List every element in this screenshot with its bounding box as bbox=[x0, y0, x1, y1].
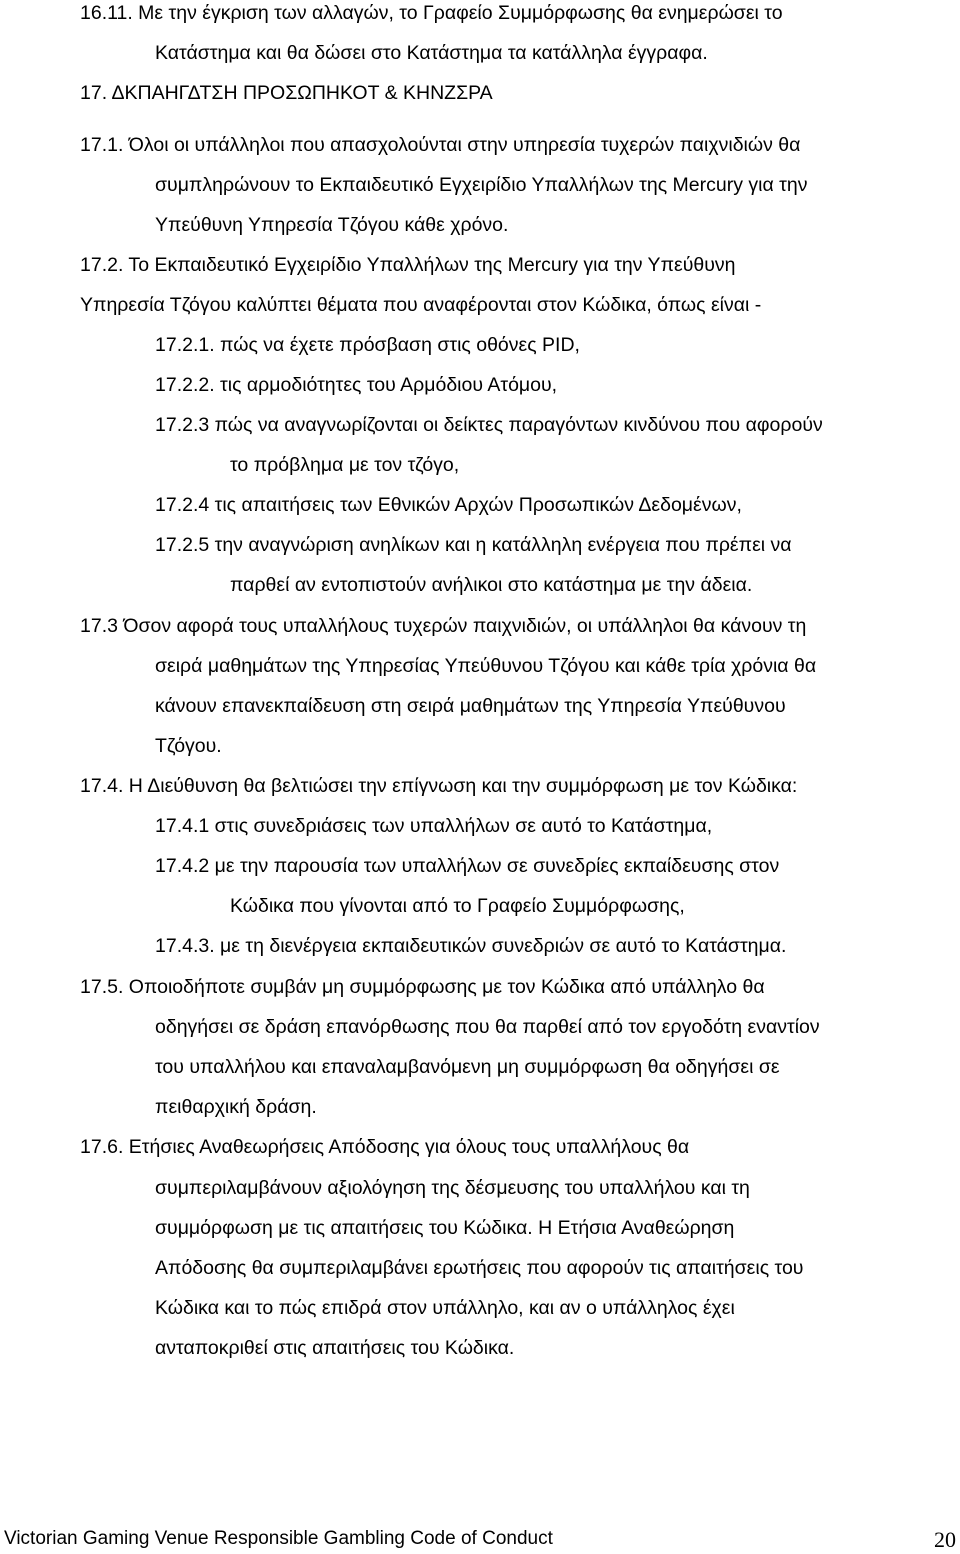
text-line-17-2-cont: Υπηρεσία Τζόγου καλύπτει θέματα που αναφέρονται στον Κώδικα, όπως είναι - bbox=[80, 294, 762, 316]
text-line-17-1: 17.1. Όλοι οι υπάλληλοι που απασχολούνται στην υπηρεσία τυχερών παιχνιδιών θα bbox=[80, 134, 801, 156]
text-line-17-6-cont3: Απόδοσης θα συμπεριλαμβάνει ερωτήσεις που αφορούν τις απαιτήσεις του bbox=[155, 1257, 804, 1279]
text-line-17-2-2: 17.2.2. τις αρμοδιότητες του Αρμόδιου Ατόμου, bbox=[155, 374, 558, 396]
text-line-17-5: 17.5. Οποιοδήποτε συμβάν μη συμμόρφωσης με τον Κώδικα από υπάλληλο θα bbox=[80, 976, 765, 998]
text-line-17-1-cont1: συμπληρώνουν το Εκπαιδευτικό Εγχειρίδιο Υπαλλήλων της Mercury για την bbox=[155, 174, 808, 196]
text-line-17-6-cont5: ανταποκριθεί στις απαιτήσεις του Κώδικα. bbox=[155, 1337, 515, 1359]
text-line-17-5-cont1: οδηγήσει σε δράση επανόρθωσης που θα παρθεί από τον εργοδότη εναντίον bbox=[155, 1016, 820, 1038]
text-line-17-3-cont2: κάνουν επανεκπαίδευση στη σειρά μαθημάτων της Υπηρεσία Υπεύθυνου bbox=[155, 695, 786, 717]
text-line-17-1-cont2: Υπεύθυνη Υπηρεσία Τζόγου κάθε χρόνο. bbox=[155, 214, 509, 236]
section-heading-17: 17. ΔΚΠΑΗΓΔΤΣΗ ΠΡΟΣΩΠΗΚΟΤ & ΚΗΝΖΣΡΑ bbox=[80, 82, 493, 104]
page-number: 20 bbox=[934, 1527, 956, 1552]
text-line-17-4-2: 17.4.2 με την παρουσία των υπαλλήλων σε συνεδρίες εκπαίδευσης στον bbox=[155, 855, 780, 877]
text-line-17-2-4: 17.2.4 τις απαιτήσεις των Εθνικών Αρχών Προσωπικών Δεδομένων, bbox=[155, 494, 742, 516]
text-line-17-2: 17.2. Το Εκπαιδευτικό Εγχειρίδιο Υπαλλήλων της Mercury για την Υπεύθυνη bbox=[80, 254, 736, 276]
text-line-17-3-cont3: Τζόγου. bbox=[155, 735, 222, 757]
text-line-17-6-cont2: συμμόρφωση με τις απαιτήσεις του Κώδικα. Η Ετήσια Αναθεώρηση bbox=[155, 1217, 735, 1239]
text-line-17-2-3-cont: το πρόβλημα με τον τζόγο, bbox=[230, 454, 460, 476]
text-line-17-4: 17.4. Η Διεύθυνση θα βελτιώσει την επίγνωση και την συμμόρφωση με τον Κώδικα: bbox=[80, 775, 798, 797]
text-line-17-4-3: 17.4.3. με τη διενέργεια εκπαιδευτικών συνεδριών σε αυτό το Κατάστημα. bbox=[155, 935, 787, 957]
text-line-17-6-cont4: Κώδικα και το πώς επιδρά στον υπάλληλο, και αν ο υπάλληλος έχει bbox=[155, 1297, 735, 1319]
text-line-16-11-cont: Κατάστημα και θα δώσει στο Κατάστημα τα κατάλληλα έγγραφα. bbox=[155, 42, 708, 64]
text-line-17-6-cont1: συμπεριλαμβάνουν αξιολόγηση της δέσμευσης του υπαλλήλου και τη bbox=[155, 1177, 750, 1199]
text-line-17-6: 17.6. Ετήσιες Αναθεωρήσεις Απόδοσης για όλους τους υπαλλήλους θα bbox=[80, 1136, 690, 1158]
text-line-17-2-1: 17.2.1. πώς να έχετε πρόσβαση στις οθόνες PID, bbox=[155, 334, 580, 356]
text-line-17-5-cont2: του υπαλλήλου και επαναλαμβανόμενη μη συμμόρφωση θα οδηγήσει σε bbox=[155, 1056, 780, 1078]
text-line-17-4-1: 17.4.1 στις συνεδριάσεις των υπαλλήλων σε αυτό το Κατάστημα, bbox=[155, 815, 713, 837]
text-line-17-2-5: 17.2.5 την αναγνώριση ανηλίκων και η κατάλληλη ενέργεια που πρέπει να bbox=[155, 534, 792, 556]
footer-title: Victorian Gaming Venue Responsible Gambling Code of Conduct bbox=[4, 1528, 553, 1549]
text-line-17-3: 17.3 Όσον αφορά τους υπαλλήλους τυχερών παιχνιδιών, οι υπάλληλοι θα κάνουν τη bbox=[80, 615, 807, 637]
text-line-17-3-cont1: σειρά μαθημάτων της Υπηρεσίας Υπεύθυνου Τζόγου και κάθε τρία χρόνια θα bbox=[155, 655, 817, 677]
text-line-16-11: 16.11. Με την έγκριση των αλλαγών, το Γραφείο Συμμόρφωσης θα ενημερώσει το bbox=[80, 2, 783, 24]
text-line-17-2-3: 17.2.3 πώς να αναγνωρίζονται οι δείκτες παραγόντων κινδύνου που αφορούν bbox=[155, 414, 823, 436]
text-line-17-2-5-cont: παρθεί αν εντοπιστούν ανήλικοι στο κατάστημα με την άδεια. bbox=[230, 574, 753, 596]
text-line-17-4-2-cont: Κώδικα που γίνονται από το Γραφείο Συμμόρφωσης, bbox=[230, 895, 685, 917]
text-line-17-5-cont3: πειθαρχική δράση. bbox=[155, 1096, 317, 1118]
